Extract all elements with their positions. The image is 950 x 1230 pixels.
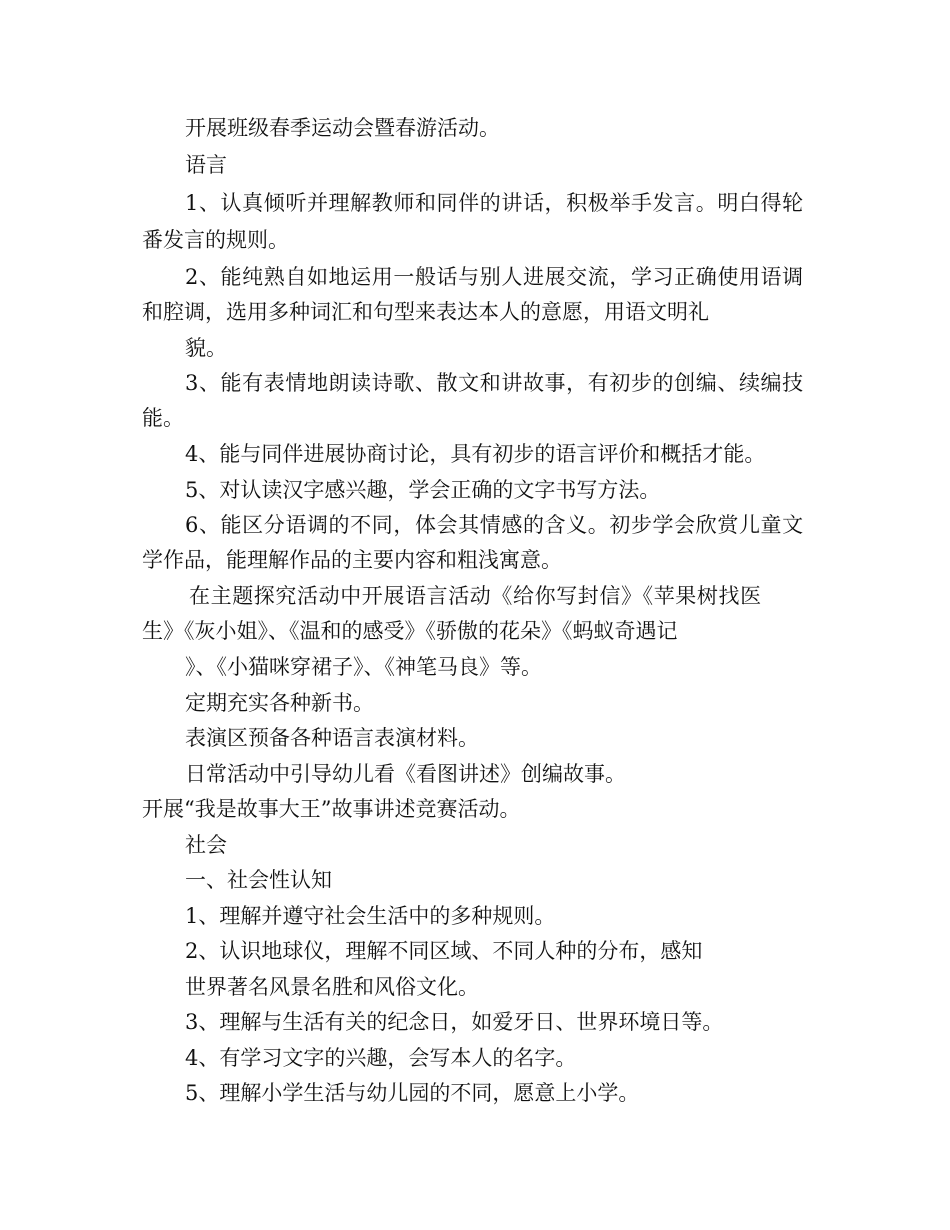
text-line: 生》《灰小姐》、《温和的感受》《骄傲的花朵》《蚂蚁奇遇记 [142,619,678,643]
text-line: 番发言的规则。 [142,228,289,252]
text-line: 世界著名风景名胜和风俗文化。 [185,975,479,999]
text-line: 开展“我是故事大王”故事讲述竞赛活动。 [142,797,521,821]
text-line: 定期充实各种新书。 [185,691,374,715]
text-line: 2、认识地球仪，理解不同区域、不同人种的分布，感知 [185,939,703,963]
text-line: 表演区预备各种语言表演材料。 [185,726,479,750]
text-line: 5、对认读汉字感兴趣，学会正确的文字书写方法。 [185,478,661,502]
text-line: 3、能有表情地朗读诗歌、散文和讲故事，有初步的创编、续编技 [185,371,804,395]
text-line: 4、有学习文字的兴趣，会写本人的名字。 [185,1046,577,1070]
text-line: 4、能与同伴进展协商讨论，具有初步的语言评价和概括才能。 [185,442,766,466]
text-line: 日常活动中引导幼儿看《看图讲述》创编故事。 [185,762,626,786]
text-line: 开展班级春季运动会暨春游活动。 [185,116,500,140]
section-heading-society: 社会 [185,833,227,857]
section-heading-language: 语言 [185,153,227,177]
text-line: 和腔调，选用多种词汇和句型来表达本人的意愿，用语文明礼 [142,300,709,324]
text-line: 5、理解小学生活与幼儿园的不同，愿意上小学。 [185,1081,640,1105]
text-line: 在主题探究活动中开展语言活动《给你写封信》《苹果树找医 [189,584,762,608]
text-line: 1、理解并遵守社会生活中的多种规则。 [185,904,556,928]
subsection-heading: 一、社会性认知 [185,868,332,892]
text-line: 》、《小猫咪穿裙子》、《神笔马良》等。 [185,655,542,679]
text-line: 2、能纯熟自如地运用一般话与别人进展交流，学习正确使用语调 [185,265,804,289]
text-line: 貌。 [185,336,227,360]
text-line: 1、认真倾听并理解教师和同伴的讲话，积极举手发言。明白得轮 [185,191,804,215]
text-line: 能。 [142,406,184,430]
text-line: 学作品，能理解作品的主要内容和粗浅寓意。 [142,548,562,572]
text-line: 3、理解与生活有关的纪念日，如爱牙日、世界环境日等。 [185,1010,724,1034]
text-line: 6、能区分语调的不同，体会其情感的含义。初步学会欣赏儿童文 [185,513,804,537]
